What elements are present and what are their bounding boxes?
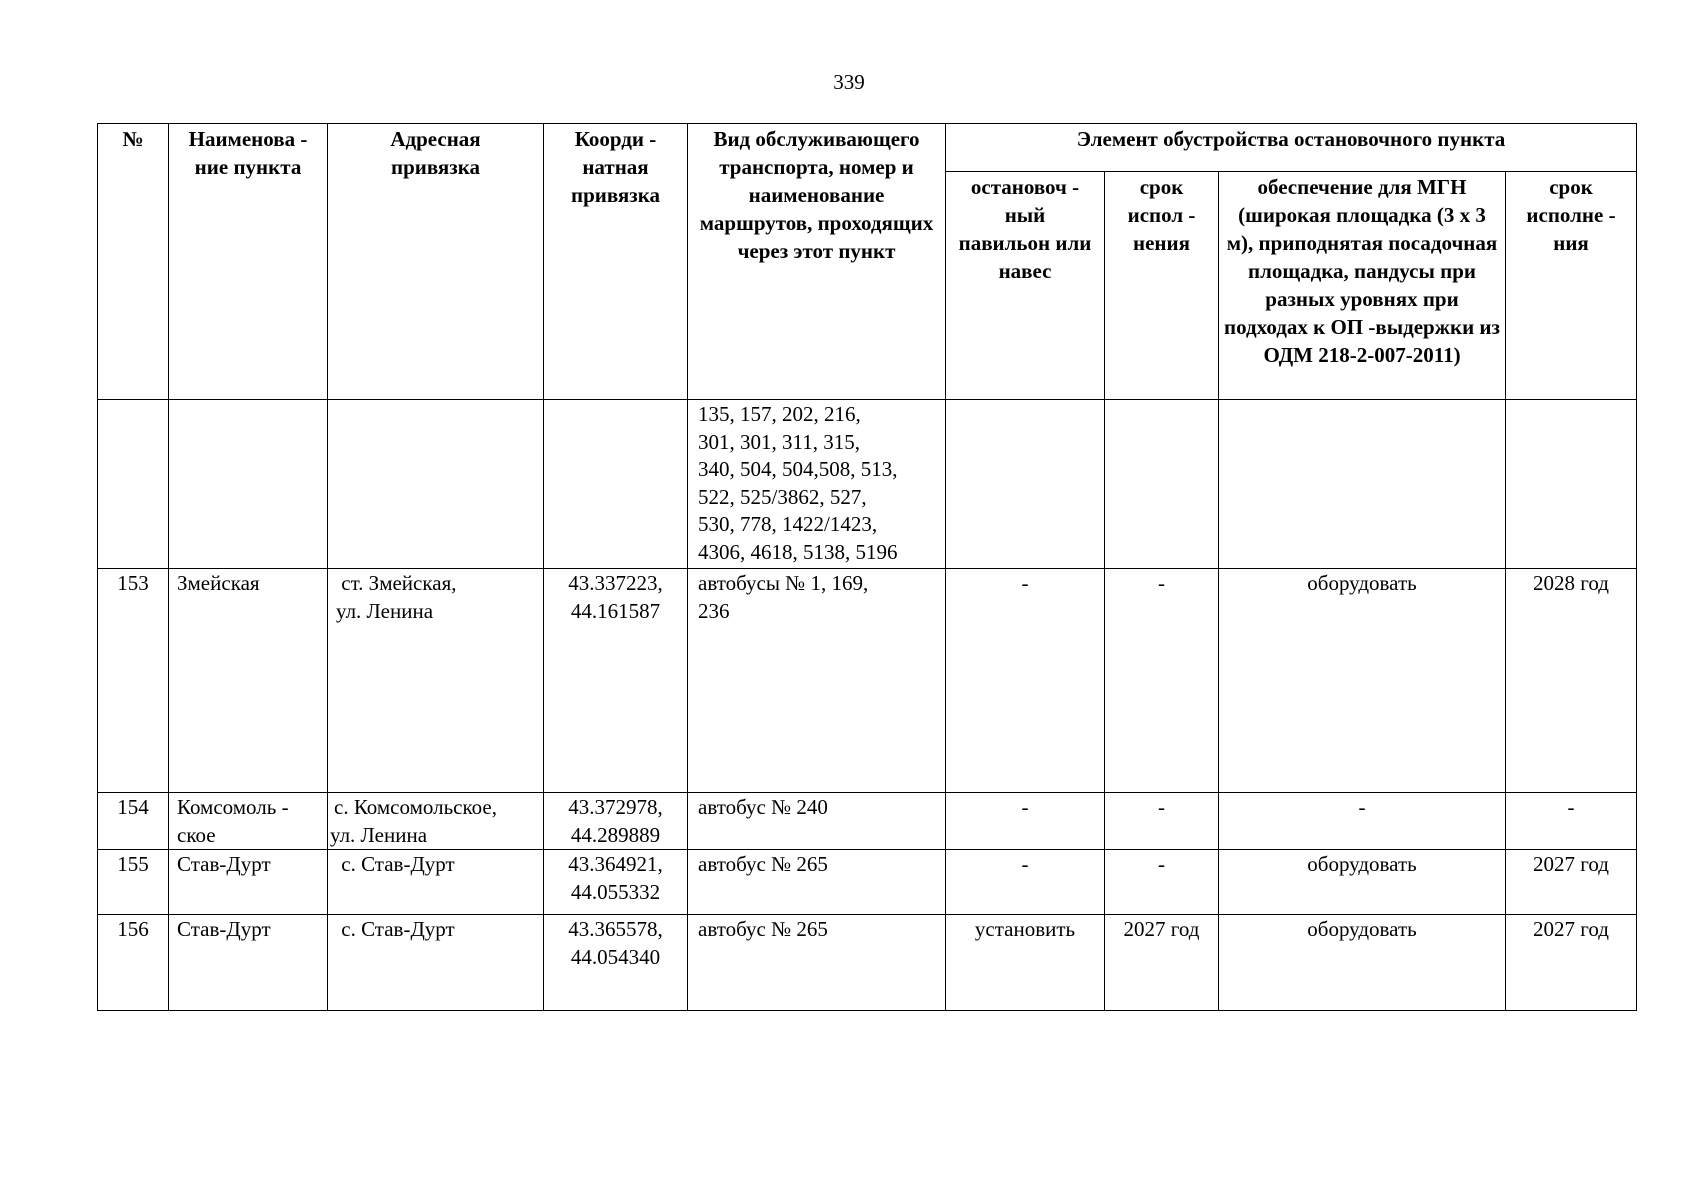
bus-stops-table	[97, 123, 1637, 1011]
cell-pavilion-term: 2027 год	[1105, 915, 1219, 1011]
cell-address	[328, 793, 544, 850]
cell-mgn: -	[1219, 793, 1506, 850]
cell-address	[328, 915, 544, 1011]
cell-num	[98, 400, 169, 569]
cell-pavilion-term: -	[1105, 793, 1219, 850]
cell-mgn: оборудовать	[1219, 850, 1506, 915]
coord-lon: 44.055332	[570, 879, 661, 904]
cell-pavilion-term: -	[1105, 569, 1219, 793]
header-address: Адресная привязка	[328, 124, 544, 400]
header-mgn: обеспечение для МГН (широкая площадка (3 х 3 м), приподнятая посадочная площадка, пандусы при разных уровнях при подходах к ОП -выдержки из ОДМ 218-2-007-2011)	[1219, 172, 1506, 400]
cell-transport	[688, 400, 946, 569]
coord-lat: 43.372978,	[568, 795, 663, 819]
cell-mgn-term: 2027 год	[1506, 850, 1637, 915]
cell-transport: автобус № 265	[688, 850, 946, 915]
page-number: 339	[833, 70, 865, 94]
header-pavilion-term: срок испол - нения	[1105, 172, 1219, 400]
cell-transport: автобус № 240	[688, 793, 946, 850]
cell-mgn-term: 2027 год	[1506, 915, 1637, 1011]
route-line: 236	[698, 598, 730, 623]
address-line: ул. Ленина	[330, 822, 428, 847]
route-line: автобусы № 1, 169,	[698, 571, 869, 595]
header-pavilion: остановоч - ный павильон или навес	[946, 172, 1105, 400]
cell-mgn-term: 2028 год	[1506, 569, 1637, 793]
cell-name: Став-Дурт	[169, 915, 328, 1011]
cell-address	[328, 569, 544, 793]
cell-name	[169, 793, 328, 850]
table-body	[98, 400, 1637, 1011]
cell-mgn-term: -	[1506, 793, 1637, 850]
route-line: 340, 504, 504,508, 513,	[698, 457, 898, 481]
cell-pavilion	[946, 400, 1105, 569]
header-coords: Коорди - натная привязка	[544, 124, 688, 400]
cell-pavilion: -	[946, 850, 1105, 915]
cell-pavilion: -	[946, 569, 1105, 793]
cell-name: Став-Дурт	[169, 850, 328, 915]
table-row-154	[98, 793, 1637, 850]
cell-num: 156	[98, 915, 169, 1011]
cell-pavilion-term	[1105, 400, 1219, 569]
header-num: №	[98, 124, 169, 400]
coord-lon: 44.289889	[570, 822, 661, 847]
table-row-continuation	[98, 400, 1637, 569]
header-row-1	[98, 124, 1637, 172]
cell-mgn-term	[1506, 400, 1637, 569]
cell-num: 154	[98, 793, 169, 850]
cell-coords	[544, 850, 688, 915]
header-transport: Вид обслуживающего транспорта, номер и наименование маршрутов, проходящих через этот пункт	[688, 124, 946, 400]
coord-lon: 44.054340	[570, 944, 661, 969]
cell-num: 153	[98, 569, 169, 793]
coord-lat: 43.365578,	[568, 917, 663, 941]
cell-coords	[544, 569, 688, 793]
table-header	[98, 124, 1637, 400]
cell-address	[328, 850, 544, 915]
cell-pavilion: -	[946, 793, 1105, 850]
table-row-153	[98, 569, 1637, 793]
table-row-155	[98, 850, 1637, 915]
header-name: Наименова - ние пункта	[169, 124, 328, 400]
name-line: Комсомоль -	[177, 795, 289, 819]
cell-coords	[544, 793, 688, 850]
address-line: ул. Ленина	[336, 598, 434, 623]
cell-mgn: оборудовать	[1219, 569, 1506, 793]
coord-lat: 43.364921,	[568, 852, 663, 876]
cell-name	[169, 400, 328, 569]
route-line: 4306, 4618, 5138, 5196	[698, 539, 898, 564]
coord-lon: 44.161587	[570, 598, 661, 623]
cell-transport	[688, 569, 946, 793]
address-text: с. Став-Дурт	[341, 852, 455, 876]
route-line: 135, 157, 202, 216,	[698, 402, 861, 426]
name-line: ское	[177, 822, 216, 847]
table-row-156	[98, 915, 1637, 1011]
cell-transport: автобус № 265	[688, 915, 946, 1011]
address-line: с. Комсомольское,	[334, 795, 497, 819]
route-line: 301, 301, 311, 315,	[698, 429, 860, 454]
route-line: 530, 778, 1422/1423,	[698, 512, 878, 536]
cell-mgn: оборудовать	[1219, 915, 1506, 1011]
cell-pavilion: установить	[946, 915, 1105, 1011]
address-line: ст. Змейская,	[336, 571, 457, 595]
header-mgn-term: срок исполне - ния	[1506, 172, 1637, 400]
route-line: 522, 525/3862, 527,	[698, 484, 867, 509]
cell-coords	[544, 400, 688, 569]
address-text: с. Став-Дурт	[341, 917, 455, 941]
header-stop-elements: Элемент обустройства остановочного пункта	[946, 124, 1637, 172]
cell-name: Змейская	[169, 569, 328, 793]
cell-num: 155	[98, 850, 169, 915]
cell-address	[328, 400, 544, 569]
cell-coords	[544, 915, 688, 1011]
cell-pavilion-term: -	[1105, 850, 1219, 915]
cell-mgn	[1219, 400, 1506, 569]
coord-lat: 43.337223,	[568, 571, 663, 595]
